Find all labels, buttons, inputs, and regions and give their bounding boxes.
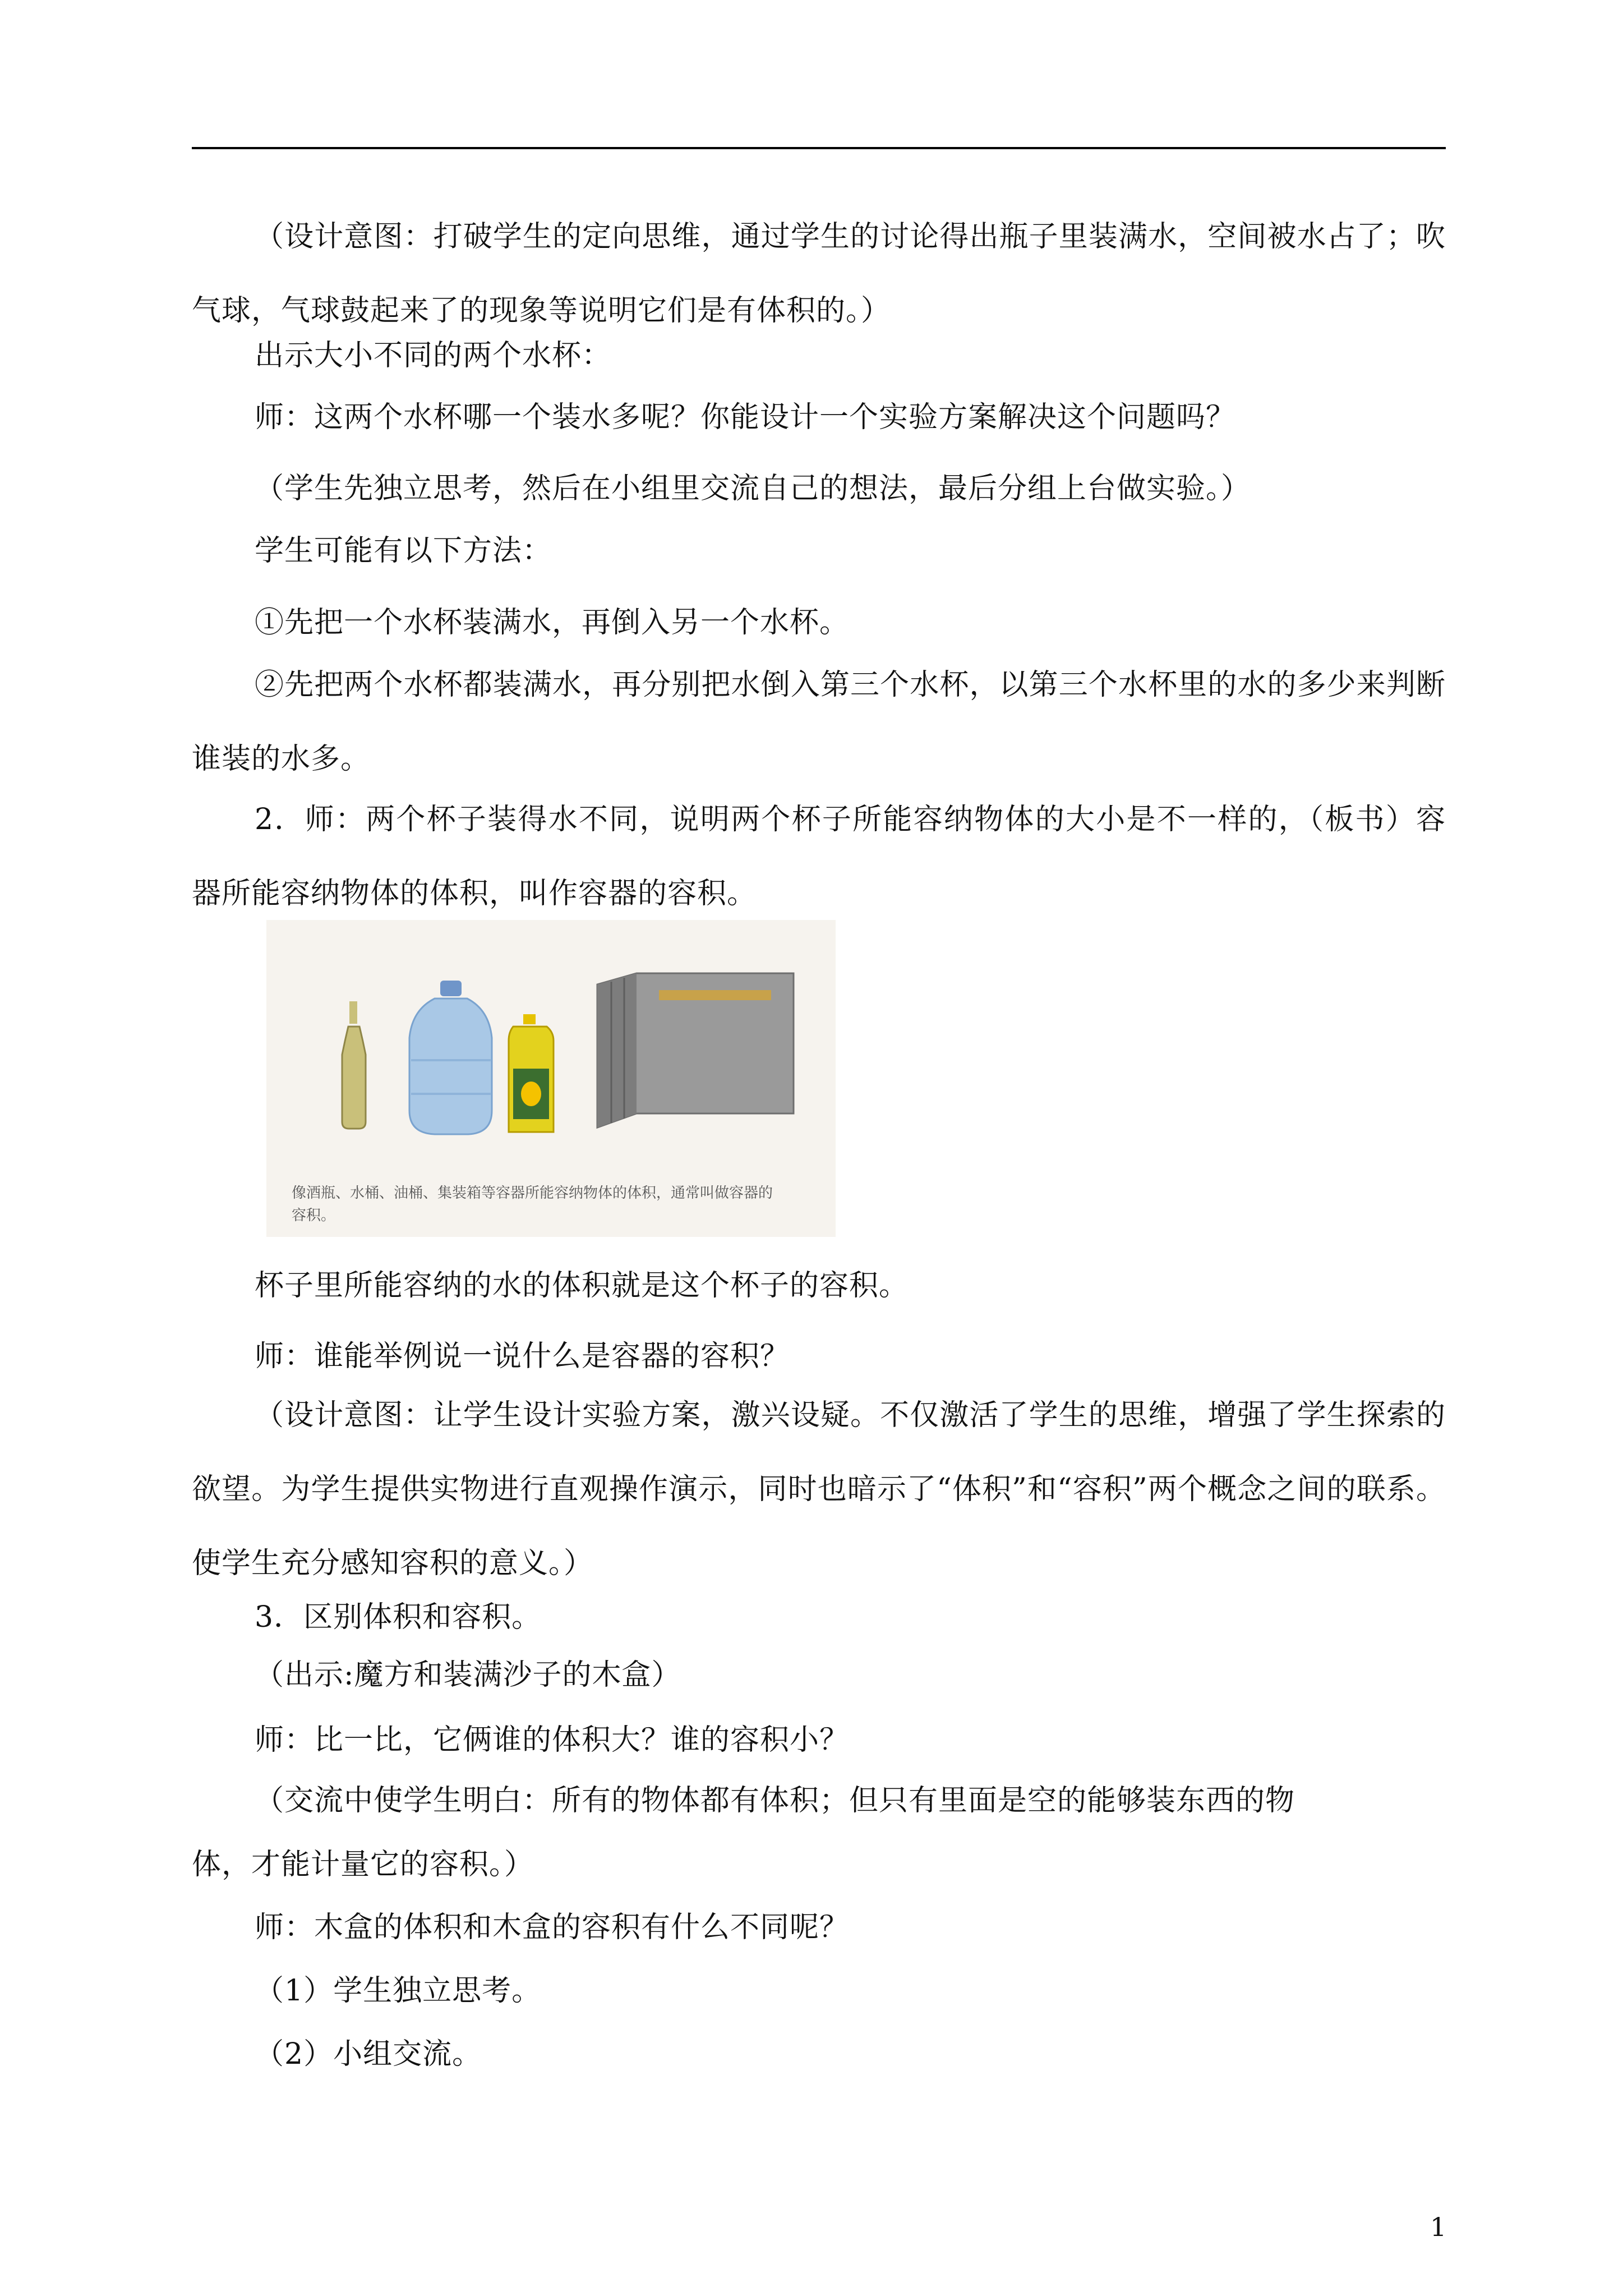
illustration-caption-line1: 像酒瓶、水桶、油桶、集装箱等容器所能容纳物体的体积，通常叫做容器的 xyxy=(292,1185,773,1202)
shipping-container-image xyxy=(597,973,794,1128)
paragraph-compare: 师：比一比，它俩谁的体积大？谁的容积小？ xyxy=(255,1723,850,1757)
paragraph-definition: 2．师：两个杯子装得水不同，说明两个杯子所能容纳物体的大小是不一样的，（板书）容器所能容纳物体的体积，叫作容器的容积。 xyxy=(192,803,1446,910)
header-rule xyxy=(192,147,1446,149)
paragraph-wooden-box: 师：木盒的体积和木盒的容积有什么不同呢？ xyxy=(255,1911,850,1944)
oil-bottle-image xyxy=(509,1014,554,1132)
paragraph-exchange-line2: 体，才能计量它的容积。） xyxy=(192,1848,534,1881)
paragraph-student-think: （学生先独立思考，然后在小组里交流自己的想法，最后分组上台做实验。） xyxy=(255,472,1251,505)
illustration-caption-line2: 容积。 xyxy=(292,1207,336,1224)
paragraph-cup-volume: 杯子里所能容纳的水的体积就是这个杯子的容积。 xyxy=(255,1269,909,1303)
paragraph-methods-intro: 学生可能有以下方法： xyxy=(255,534,552,568)
paragraph-design-intent-1: （设计意图：打破学生的定向思维，通过学生的讨论得出瓶子里装满水，空间被水占了；吹气球，气球鼓起来了的现象等说明它们是有体积的。） xyxy=(192,220,1446,328)
paragraph-method-1: ①先把一个水杯装满水，再倒入另一个水杯。 xyxy=(255,606,850,639)
paragraph-teacher-question: 师：这两个水杯哪一个装水多呢？你能设计一个实验方案解决这个问题吗？ xyxy=(255,401,1236,434)
paragraph-design-intent-2: （设计意图：让学生设计实验方案，激兴设疑。不仅激活了学生的思维，增强了学生探索的欲望。为学生提供实物进行直观操作演示，同时也暗示了“体积”和“容积”两个概念之间的联系。使学生充分感知容积的意义。） xyxy=(192,1398,1446,1580)
paragraph-method-2: ②先把两个水杯都装满水，再分别把水倒入第三个水杯，以第三个水杯里的水的多少来判断谁装的水多。 xyxy=(192,668,1446,776)
paragraph-show-items: （出示:魔方和装满沙子的木盒） xyxy=(255,1658,681,1692)
page-number: 1 xyxy=(1430,2212,1447,2242)
containers-illustration xyxy=(266,920,836,1237)
paragraph-exchange-line1: （交流中使学生明白：所有的物体都有体积；但只有里面是空的能够装东西的物 xyxy=(255,1784,1295,1818)
paragraph-step-1: （1）学生独立思考。 xyxy=(255,1974,542,2008)
paragraph-teacher-example: 师：谁能举例说一说什么是容器的容积？ xyxy=(255,1340,790,1373)
paragraph-show-cups: 出示大小不同的两个水杯： xyxy=(255,339,612,372)
paragraph-distinguish: 3．区别体积和容积。 xyxy=(255,1600,542,1634)
paragraph-step-2: （2）小组交流。 xyxy=(255,2037,482,2071)
